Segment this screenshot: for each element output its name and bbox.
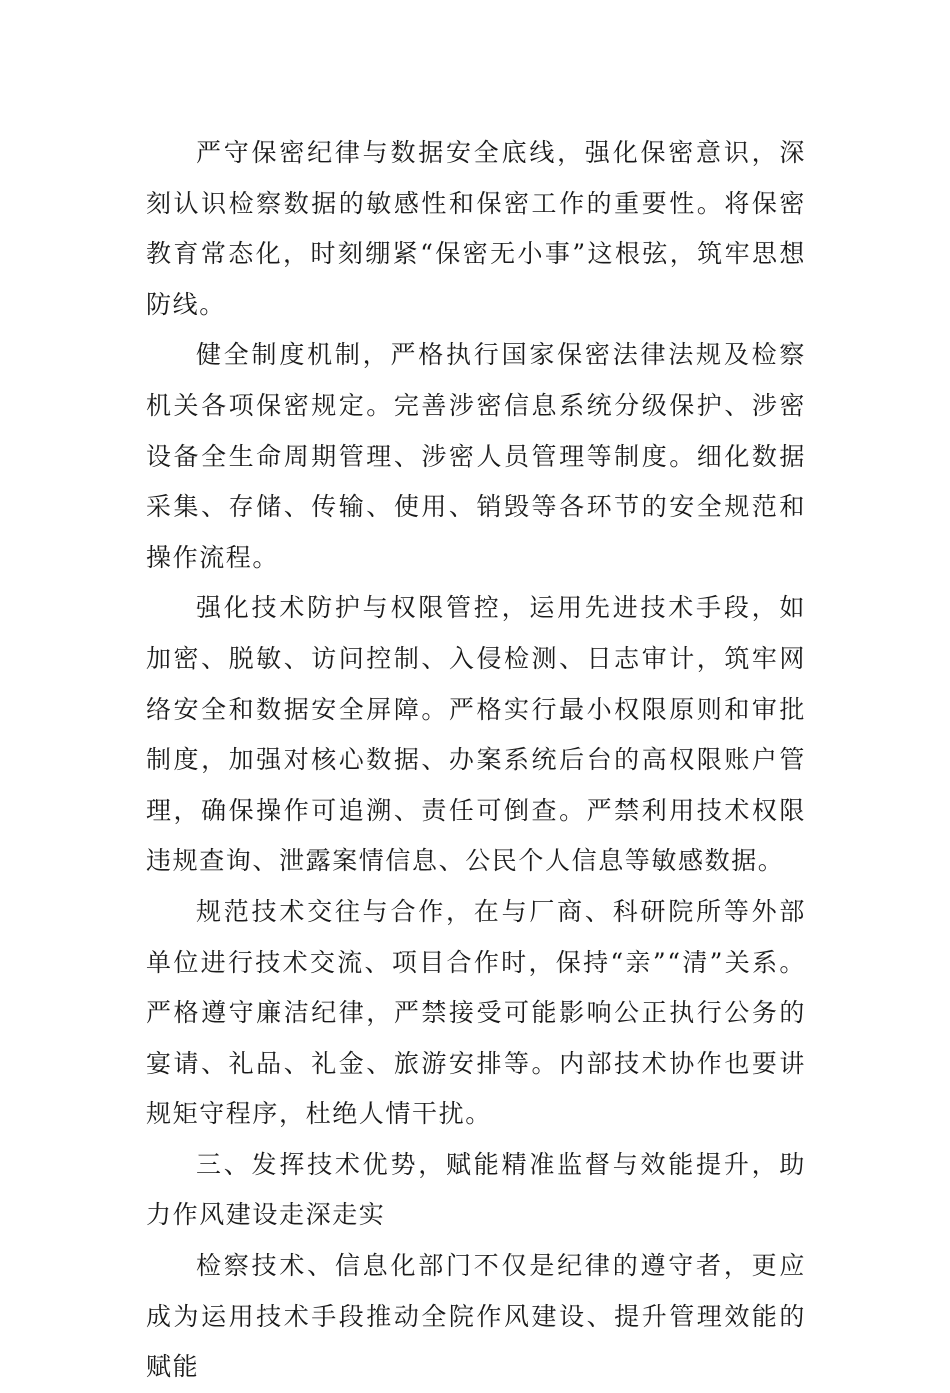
section-heading-three: 三、发挥技术优势，赋能精准监督与效能提升，助力作风建设走深走实 xyxy=(146,1149,806,1230)
paragraph-technical-protection: 强化技术防护与权限管控，运用先进技术手段，如加密、脱敏、访问控制、入侵检测、日志审计，筑牢网络安全和数据安全屏障。严格实行最小权限原则和审批制度，加强对核心数据、办案系统后台的高权限账户管理，确保操作可追溯、责任可倒查。严禁利用技术权限违规查询、泄露案情信息、公民个人信息等敏感数据。 xyxy=(146,593,806,876)
paragraph-technical-cooperation: 规范技术交往与合作，在与厂商、科研院所等外部单位进行技术交流、项目合作时，保持“亲”“清”关系。严格遵守廉洁纪律，严禁接受可能影响公正执行公务的宴请、礼品、礼金、旅游安排等。内部技术协作也要讲规矩守程序，杜绝人情干扰。 xyxy=(146,896,806,1129)
paragraph-system-mechanism: 健全制度机制，严格执行国家保密法律法规及检察机关各项保密规定。完善涉密信息系统分级保护、涉密设备全生命周期管理、涉密人员管理等制度。细化数据采集、存储、传输、使用、销毁等各环节的安全规范和操作流程。 xyxy=(146,340,806,572)
document-body xyxy=(146,128,806,1393)
paragraph-confidentiality: 严守保密纪律与数据安全底线，强化保密意识，深刻认识检察数据的敏感性和保密工作的重要性。将保密教育常态化，时刻绷紧“保密无小事”这根弦，筑牢思想防线。 xyxy=(146,138,806,319)
paragraph-empowerment: 检察技术、信息化部门不仅是纪律的遵守者，更应成为运用技术手段推动全院作风建设、提升管理效能的赋能 xyxy=(146,1251,806,1382)
